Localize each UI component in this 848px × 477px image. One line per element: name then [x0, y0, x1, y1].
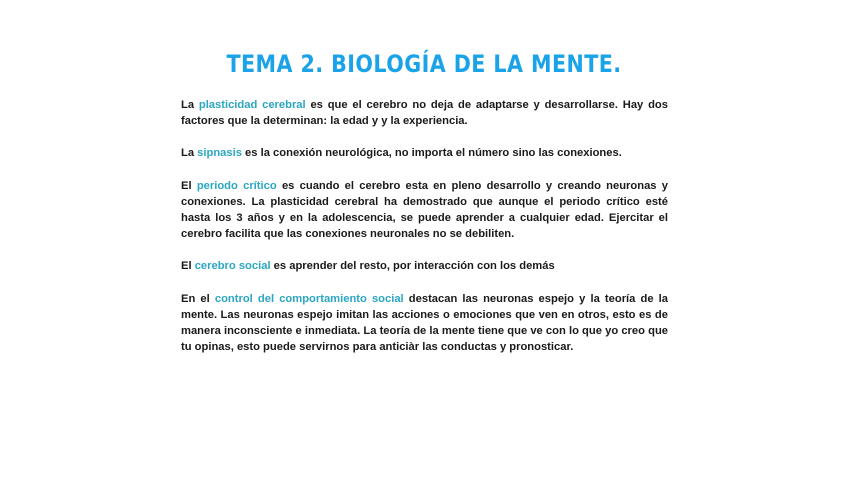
highlighted-term: control del comportamiento social — [214, 292, 404, 305]
slide-body — [181, 97, 668, 371]
paragraph-periodo-critico — [181, 178, 668, 243]
paragraph-prefix: La — [181, 147, 198, 160]
highlighted-term: plasticidad cerebral — [198, 99, 306, 111]
paragraph-cerebro-social — [181, 258, 668, 274]
paragraph-prefix: En el — [181, 292, 215, 305]
paragraph-prefix: La — [181, 99, 199, 111]
highlighted-term: periodo crítico — [196, 179, 277, 192]
slide-title: TEMA 2. BIOLOGÍA DE LA MENTE. — [226, 50, 622, 78]
paragraph-control-comportamiento — [181, 291, 668, 356]
highlighted-term: cerebro social — [194, 260, 271, 273]
paragraph-text: es aprender del resto, por interacción con los demás — [270, 260, 555, 273]
paragraph-text: es cuando el cerebro esta en pleno desarrollo y creando neuronas y conexiones. La plasticidad cerebral ha demostrado que aunque el periodo crítico esté hasta los 3 años y en la adolescencia, se puede aprender a cualquier edad. Ejercitar el cerebro facilita que las conexiones neuronales no se debiliten. — [181, 179, 668, 241]
paragraph-text: destacan las neuronas espejo y la teoría de la mente. Las neuronas espejo imitan las acciones o emociones que ven en otros, esto es de manera inconsciente e inmediata. La teoría de la mente tiene que ve con lo que yo creo que tu opinas, esto puede servirnos para anticiàr las conductas y pronosticar. — [181, 292, 669, 354]
paragraph-text: es que el cerebro no deja de adaptarse y desarrollarse. Hay dos factores que la determinan: la edad y y la experiencia. — [181, 99, 668, 128]
paragraph-prefix: El — [181, 260, 195, 273]
paragraph-sinapsis — [181, 145, 668, 161]
highlighted-term: sipnasis — [197, 147, 242, 160]
paragraph-prefix: El — [181, 179, 197, 192]
paragraph-plasticidad — [181, 97, 668, 129]
paragraph-text: es la conexión neurológica, no importa el número sino las conexiones. — [241, 147, 622, 160]
